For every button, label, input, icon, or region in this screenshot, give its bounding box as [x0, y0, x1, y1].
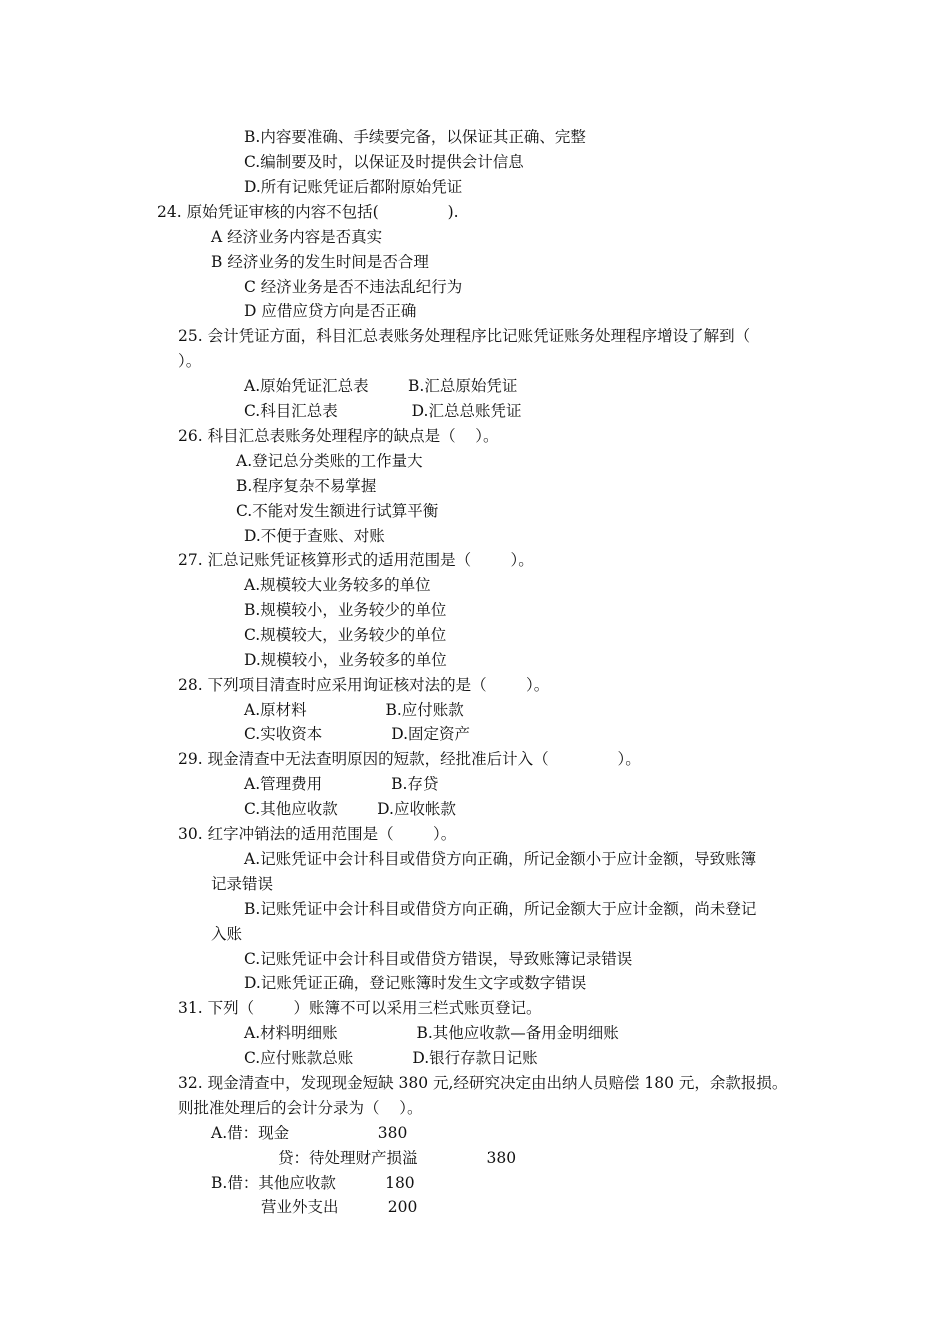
q24-stem: 24. 原始凭证审核的内容不包括( ). — [157, 203, 459, 221]
q32-stem: 32. 现金清查中，发现现金短缺 380 元,经研究决定由出纳人员赔偿 180 元，余款报损。 — [178, 1074, 788, 1092]
q23-option-b: B.内容要准确、手续要完备，以保证其正确、完整 — [244, 128, 586, 146]
q32-stem-cont: 则批准处理后的会计分录为（ ）。 — [178, 1099, 423, 1117]
q30-option-d: D.记账凭证正确，登记账簿时发生文字或数字错误 — [244, 974, 587, 992]
q25-options-cd: C.科目汇总表 D.汇总总账凭证 — [244, 402, 522, 420]
q30-stem: 30. 红字冲销法的适用范围是（ ）。 — [178, 825, 457, 843]
q23-option-d: D.所有记账凭证后都附原始凭证 — [244, 178, 463, 196]
q24-option-c: C 经济业务是否不违法乱纪行为 — [244, 278, 463, 296]
q24-option-d: D 应借应贷方向是否正确 — [244, 302, 417, 320]
q27-stem: 27. 汇总记账凭证核算形式的适用范围是（ ）。 — [178, 551, 534, 569]
q25-options-ab: A.原始凭证汇总表 B.汇总原始凭证 — [244, 377, 518, 395]
q28-options-cd: C.实收资本 D.固定资产 — [244, 725, 471, 743]
q32-option-a-debit: A.借：现金 380 — [211, 1124, 408, 1142]
q26-stem: 26. 科目汇总表账务处理程序的缺点是（ ）。 — [178, 427, 499, 445]
q32-option-b-debit-2: 营业外支出 200 — [261, 1198, 418, 1216]
q32-option-b-debit: B.借：其他应收款 180 — [211, 1174, 415, 1192]
q31-stem: 31. 下列（ ）账簿不可以采用三栏式账页登记。 — [178, 999, 542, 1017]
q30-option-c: C.记账凭证中会计科目或借贷方错误，导致账簿记录错误 — [244, 950, 633, 968]
q29-options-ab: A.管理费用 B.存贷 — [244, 775, 439, 793]
q25-stem-cont: ）。 — [178, 352, 202, 370]
q29-options-cd: C.其他应收款 D.应收帐款 — [244, 800, 456, 818]
q29-stem: 29. 现金清查中无法查明原因的短款，经批准后计入（ ）。 — [178, 750, 641, 768]
q26-option-c: C.不能对发生额进行试算平衡 — [236, 502, 439, 520]
q30-option-a: A.记账凭证中会计科目或借贷方向正确，所记金额小于应计金额，导致账簿 — [244, 850, 757, 868]
q27-option-c: C.规模较大，业务较少的单位 — [244, 626, 447, 644]
q27-option-d: D.规模较小，业务较多的单位 — [244, 651, 447, 669]
q23-option-c: C.编制要及时，以保证及时提供会计信息 — [244, 153, 524, 171]
q30-option-b: B.记账凭证中会计科目或借贷方向正确，所记金额大于应计金额，尚未登记 — [244, 900, 757, 918]
q25-stem: 25. 会计凭证方面，科目汇总表账务处理程序比记账凭证账务处理程序增设了解到（ — [178, 327, 751, 345]
q31-options-ab: A.材料明细账 B.其他应收款—备用金明细账 — [244, 1024, 619, 1042]
q24-option-a: A 经济业务内容是否真实 — [211, 228, 383, 246]
q27-option-a: A.规模较大业务较多的单位 — [244, 576, 431, 594]
q30-option-a-cont: 记录错误 — [211, 875, 274, 893]
q28-options-ab: A.原材料 B.应付账款 — [244, 701, 464, 719]
q30-option-b-cont: 入账 — [211, 925, 243, 943]
q27-option-b: B.规模较小，业务较少的单位 — [244, 601, 447, 619]
q24-option-b: B 经济业务的发生时间是否合理 — [211, 253, 429, 271]
q28-stem: 28. 下列项目清查时应采用询证核对法的是（ ）。 — [178, 676, 550, 694]
q26-option-a: A.登记总分类账的工作量大 — [236, 452, 423, 470]
q32-option-a-credit: 贷：待处理财产损溢 380 — [278, 1149, 517, 1167]
q31-options-cd: C.应付账款总账 D.银行存款日记账 — [244, 1049, 538, 1067]
q26-option-b: B.程序复杂不易掌握 — [236, 477, 377, 495]
q26-option-d: D.不便于查账、对账 — [244, 527, 385, 545]
